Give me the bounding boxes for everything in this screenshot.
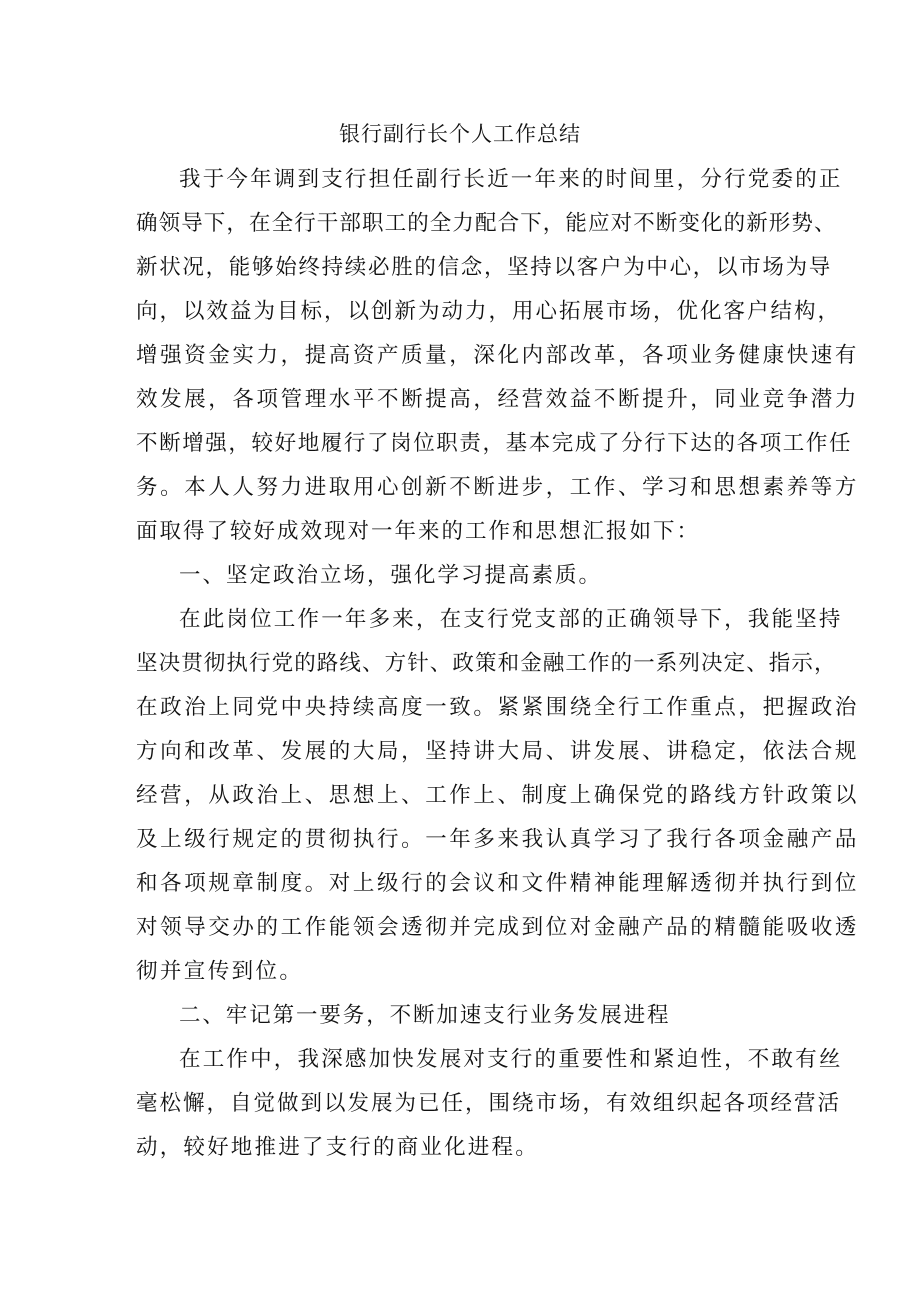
section-heading: 二、牢记第一要务，不断加速支行业务发展进程	[179, 1003, 671, 1028]
paragraph-line: 及上级行规定的贯彻执行。一年多来我认真学习了我行各项金融产品	[136, 827, 860, 852]
paragraph-line: 和各项规章制度。对上级行的会议和文件精神能理解透彻并执行到位	[136, 871, 860, 896]
paragraph-line: 经营，从政治上、思想上、工作上、制度上确保党的路线方针政策以	[136, 783, 860, 808]
paragraph-line: 不断增强，较好地履行了岗位职责，基本完成了分行下达的各项工作任	[136, 431, 853, 456]
paragraph-line: 在工作中，我深感加快发展对支行的重要性和紧迫性，不敢有丝	[179, 1047, 843, 1072]
paragraph-line: 坚决贯彻执行党的路线、方针、政策和金融工作的一系列决定、指示，	[136, 651, 837, 676]
paragraph-line: 效发展，各项管理水平不断提高，经营效益不断提升，同业竞争潜力	[136, 387, 860, 412]
paragraph-line: 务。本人人努力进取用心创新不断进步，工作、学习和思想素养等方	[136, 475, 860, 500]
paragraph-line: 向，以效益为目标，以创新为动力，用心拓展市场，优化客户结构，	[136, 299, 842, 324]
section-heading: 一、坚定政治立场，强化学习提高素质。	[179, 563, 603, 588]
paragraph-line: 对领导交办的工作能领会透彻并完成到位对金融产品的精髓能吸收透	[136, 915, 860, 940]
paragraph-line: 在此岗位工作一年多来，在支行党支部的正确领导下，我能坚持	[179, 607, 843, 632]
paragraph-line: 在政治上同党中央持续高度一致。紧紧围绕全行工作重点，把握政治	[136, 695, 860, 720]
paragraph-line: 面取得了较好成效现对一年来的工作和思想汇报如下：	[136, 519, 701, 544]
paragraph-line: 动，较好地推进了支行的商业化进程。	[136, 1135, 539, 1160]
paragraph-line: 确领导下，在全行干部职工的全力配合下，能应对不断变化的新形势、	[136, 211, 837, 236]
paragraph-line: 增强资金实力，提高资产质量，深化内部改革，各项业务健康快速有	[136, 343, 860, 368]
paragraph-line: 毫松懈，自觉做到以发展为已任，围绕市场，有效组织起各项经营活	[136, 1091, 842, 1116]
paragraph-line: 我于今年调到支行担任副行长近一年来的时间里，分行党委的正	[179, 167, 843, 192]
paragraph-line: 方向和改革、发展的大局，坚持讲大局、讲发展、讲稳定，依法合规	[136, 739, 860, 764]
document-title: 银行副行长个人工作总结	[339, 122, 581, 146]
paragraph-line: 新状况，能够始终持续必胜的信念，坚持以客户为中心，以市场为导	[136, 255, 833, 280]
paragraph-line: 彻并宣传到位。	[136, 959, 304, 984]
